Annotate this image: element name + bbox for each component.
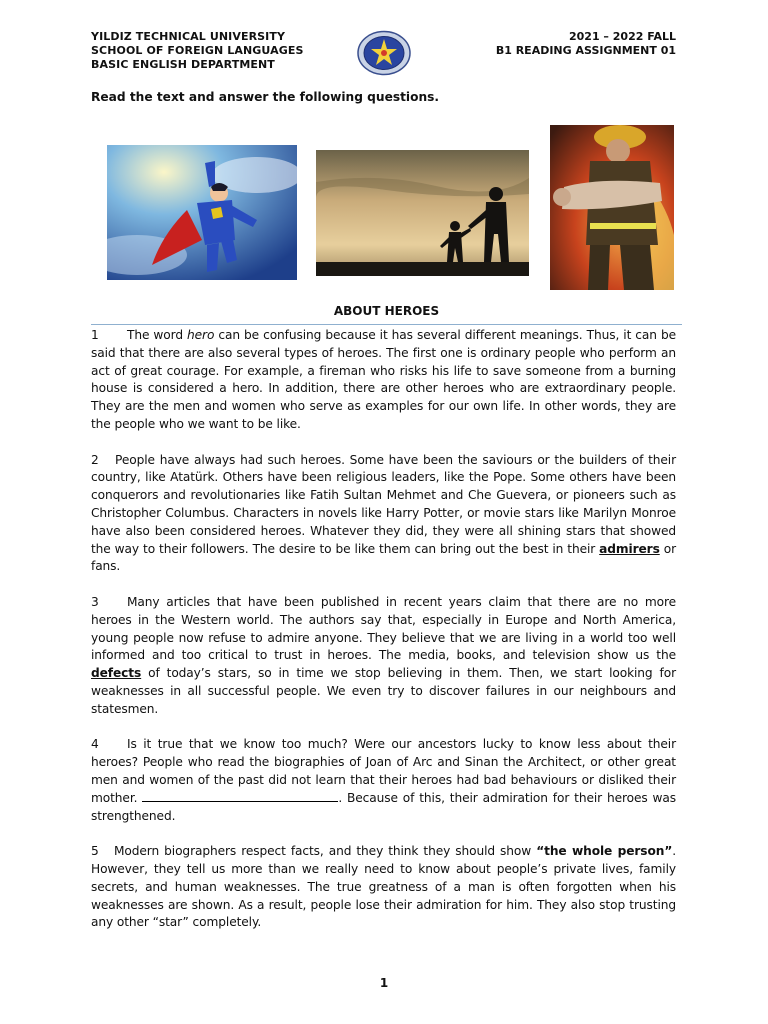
- paragraph-text: The word: [127, 328, 188, 342]
- father-and-child-silhouette-image: [316, 150, 529, 276]
- paragraph-text: of today’s stars, so in time we stop believing in them. Then, we start looking for weaknesses in all successful people. We even try to discover failures in our neighbours and statesmen.: [91, 666, 676, 716]
- paragraph-text: . Because of this, their admiration for their heroes was strengthened.: [91, 790, 677, 823]
- firefighter-rescue-image: [550, 125, 674, 290]
- paragraph-text: Many articles that have been published in recent years claim that there are no more heroes in the Western world. The authors say that, especially in Europe and North America, young people now refuse to admire anyone. They believe that we are living in a world too well informed and too critical to trust in heroes. The media, books, and television show us the: [91, 594, 676, 663]
- paragraph-text: can be confusing because it has several different meanings. Thus, it can be said that there are also several types of heroes. The first one is ordinary people who perform an act of great courage. For example, a fireman who risks his life to save someone from a burning house is considered a hero. In addition, there are other heroes who are extraordinary people. They are the men and women who serve as examples for our own life. In other words, they are the people who we want to be like.: [91, 328, 676, 431]
- header-course-info: [496, 30, 676, 58]
- paragraph-text: . However, they tell us more than we really need to know about people’s private lives, family secrets, and human weaknesses. The true greatness of a man is often forgotten when his weaknesses are shown. As a result, people lose their admiration for him. They also stop trusting any other “star” completely.: [91, 844, 677, 930]
- paragraph-text: or fans.: [91, 541, 676, 574]
- header-assignment: B1 READING ASSIGNMENT 01: [495, 44, 676, 57]
- answer-blank-line[interactable]: [142, 790, 338, 802]
- paragraph-text: Is it true that we know too much? Were our ancestors lucky to know less about their heroes? People who read the biographies of Joan of Arc and Sinan the Architect, or other great men and women of the past did not learn that their heroes had bad behaviours or disliked their mother.: [91, 737, 676, 805]
- superhero-flying-image: [107, 145, 297, 280]
- header-institution: [91, 30, 303, 72]
- paragraph-text: People have always had such heroes. Some have been the saviours or the builders of their country, like Atatürk. Others have been religious leaders, like the Pope. Some others have been conquerors and revolutionaries like Fatih Sultan Mehmet and Che Guevera, or pioneers such as Christopher Columbus. Characters in novels like Harry Potter, or movie stars like Marilyn Monroe have also been considered heroes. Whatever they did, they were all shining stars that showed the way to their followers. The desire to be like them can bring out the best in their: [91, 452, 676, 556]
- university-logo-icon: [356, 30, 412, 76]
- bold-phrase: “the whole person”: [536, 844, 673, 859]
- header-school: SCHOOL OF FOREIGN LANGUAGES: [91, 44, 304, 57]
- paragraph-number: 5: [91, 844, 99, 859]
- instruction-text: Read the text and answer the following questions.: [91, 90, 440, 104]
- header-term: 2021 – 2022 FALL: [568, 30, 676, 43]
- page-number: 1: [379, 976, 389, 990]
- article-title: ABOUT HEROES: [333, 304, 440, 318]
- emphasized-word: hero: [187, 328, 215, 342]
- underlined-word-admirers: admirers: [599, 541, 660, 556]
- paragraph-1: [91, 327, 676, 434]
- paragraph-number: 1: [91, 328, 99, 342]
- article-body: [91, 327, 676, 950]
- header-university: YILDIZ TECHNICAL UNIVERSITY: [91, 30, 286, 43]
- paragraph-3: [91, 594, 676, 719]
- paragraph-text: Modern biographers respect facts, and they think they should show: [114, 844, 537, 859]
- paragraph-number: 2: [91, 452, 99, 467]
- title-divider: [91, 324, 682, 325]
- paragraph-4: [91, 736, 676, 825]
- paragraph-5: [91, 843, 676, 932]
- paragraph-2: [91, 452, 676, 577]
- underlined-word-defects: defects: [91, 666, 142, 681]
- header-department: BASIC ENGLISH DEPARTMENT: [91, 58, 275, 71]
- paragraph-number: 3: [91, 594, 99, 609]
- paragraph-number: 4: [91, 737, 99, 752]
